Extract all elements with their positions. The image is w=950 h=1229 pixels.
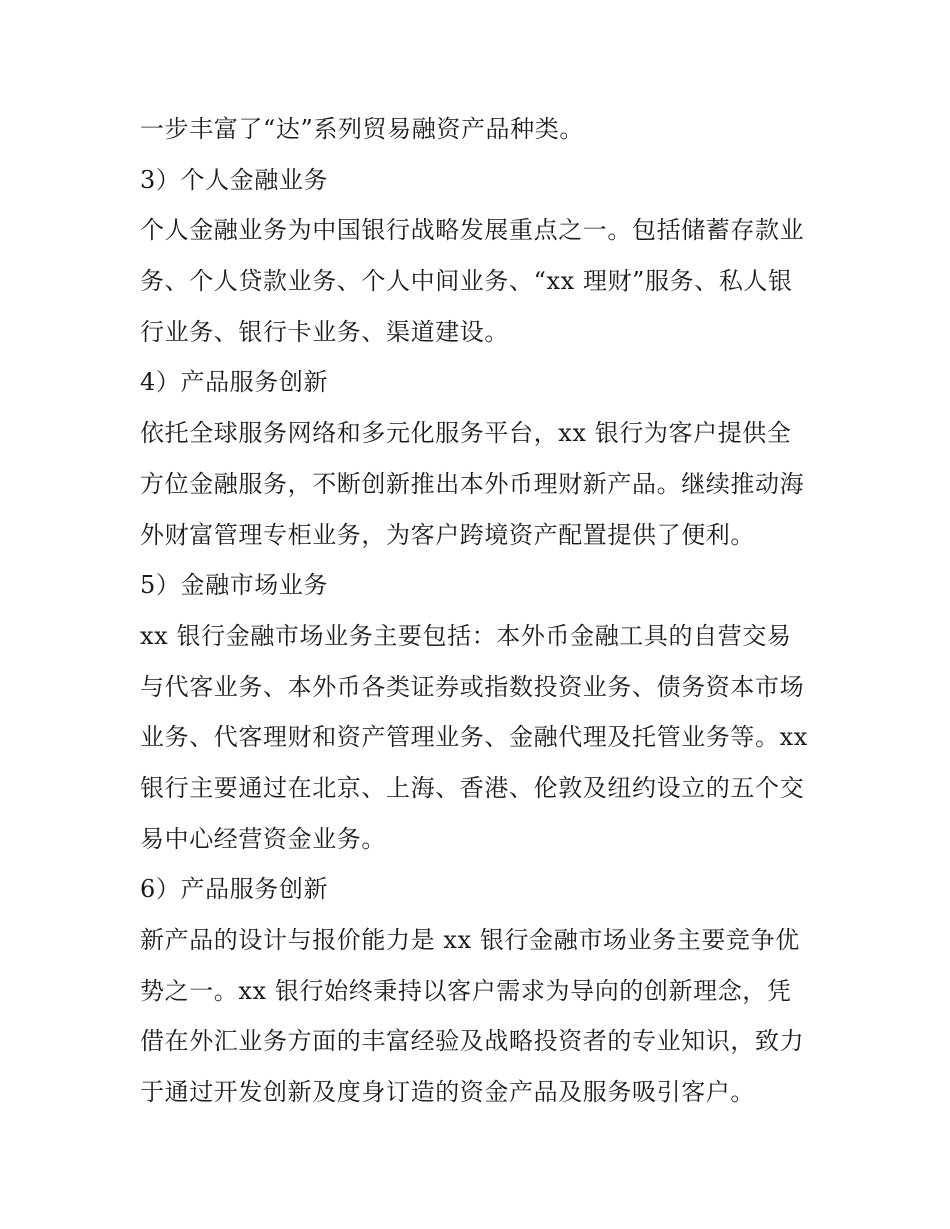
text-line: 一步丰富了“达”系列贸易融资产品种类。 <box>140 115 584 143</box>
text-line: 与代客业务、本外币各类证券或指数投资业务、债务资本市场 <box>140 672 805 701</box>
text-line: 个人金融业务为中国银行战略发展重点之一。包括储蓄存款业 <box>140 216 805 245</box>
text-line: 借在外汇业务方面的丰富经验及战略投资者的专业知识，致力 <box>140 1027 805 1056</box>
text-line: 业务、代客理财和资产管理业务、金融代理及托管业务等。xx <box>140 723 808 752</box>
text-line: 依托全球服务网络和多元化服务平台，xx 银行为客户提供全 <box>140 419 792 448</box>
section-heading: 4）产品服务创新 <box>140 368 329 397</box>
text-line: 外财富管理专柜业务，为客户跨境资产配置提供了便利。 <box>140 520 755 549</box>
text-line: 方位金融服务，不断创新推出本外币理财新产品。继续推动海 <box>140 469 805 498</box>
text-line: 势之一。xx 银行始终秉持以客户需求为导向的创新理念，凭 <box>140 976 792 1005</box>
text-line: 易中心经营资金业务。 <box>140 824 386 853</box>
section-heading: 3）个人金融业务 <box>140 165 329 194</box>
text-line: 新产品的设计与报价能力是 xx 银行金融市场业务主要竞争优 <box>140 926 800 954</box>
text-line: 行业务、银行卡业务、渠道建设。 <box>140 317 509 346</box>
text-line: 银行主要通过在北京、上海、香港、伦敦及纽约设立的五个交 <box>140 773 805 802</box>
text-line: 务、个人贷款业务、个人中间业务、“xx 理财”服务、私人银 <box>140 267 793 296</box>
section-heading: 6）产品服务创新 <box>140 875 329 904</box>
document-body <box>140 104 820 1118</box>
text-line: xx 银行金融市场业务主要包括：本外币金融工具的自营交易 <box>140 621 792 650</box>
section-heading: 5）金融市场业务 <box>140 571 329 600</box>
text-line: 于通过开发创新及度身订造的资金产品及服务吸引客户。 <box>140 1078 755 1107</box>
